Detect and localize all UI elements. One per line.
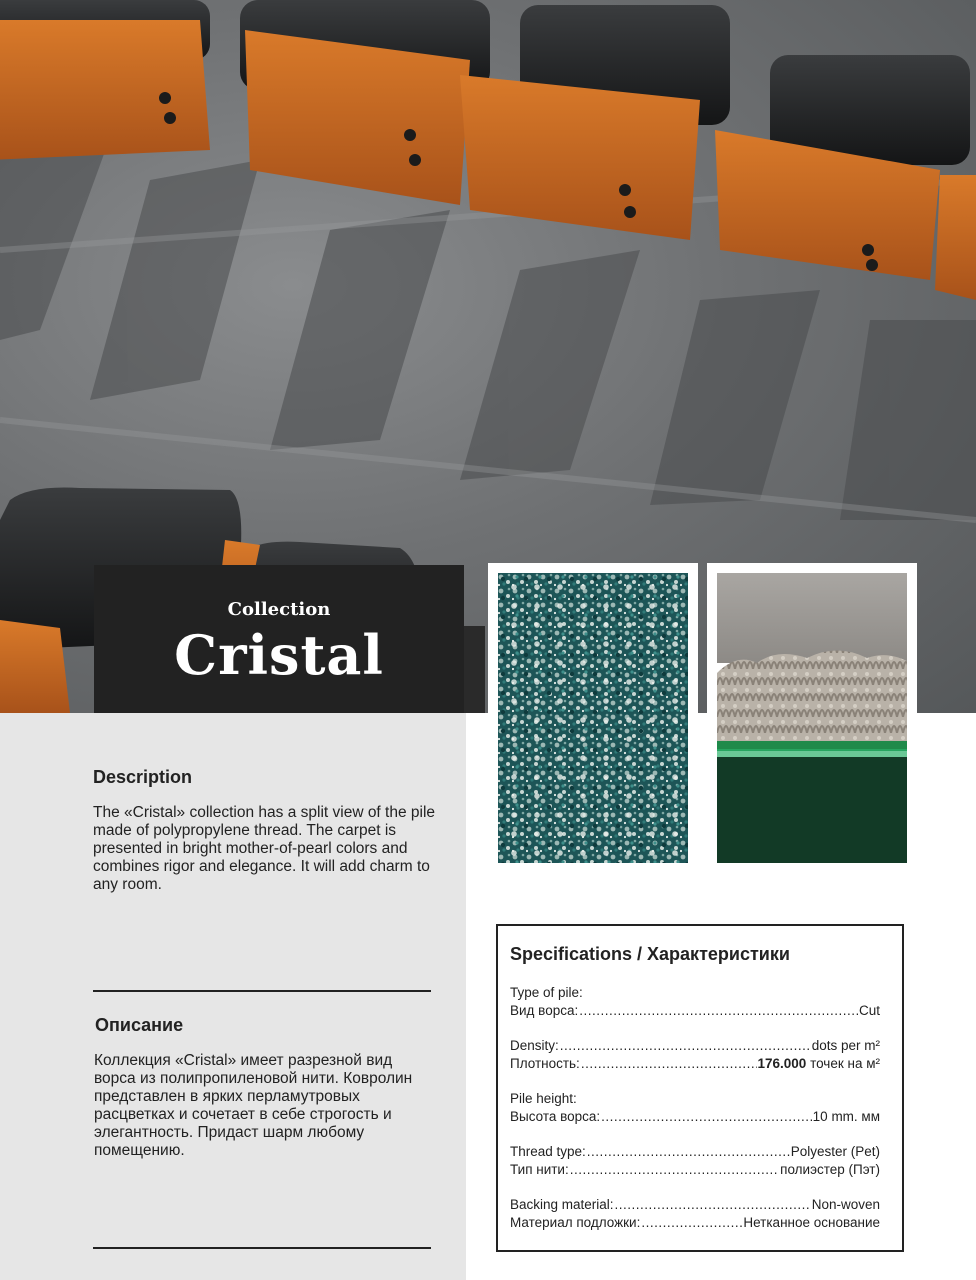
spec-value: Cut [858, 1003, 880, 1018]
spec-pile-height [510, 1090, 880, 1126]
spec-value: Non-woven [811, 1197, 880, 1212]
leader-dots [560, 1037, 811, 1055]
spec-backing [510, 1196, 880, 1232]
description-title: Description [93, 767, 193, 787]
spec-label: Материал подложки: [510, 1215, 641, 1230]
spec-thread [510, 1143, 880, 1179]
spec-label: Backing material: [510, 1197, 614, 1212]
collection-name: Cristal [174, 623, 384, 687]
leader-dots [579, 1002, 858, 1020]
description-text: The «Cristal» collection has a split view of the pile made of polypropylene thread. The carpet is presented in bright mother-of-pearl colors and combines rigor and elegance. It will add charm to any room. [93, 804, 436, 893]
specifications-box [496, 924, 904, 1252]
leader-dots [581, 1055, 757, 1073]
spec-value: полиэстер (Пэт) [780, 1162, 880, 1177]
spec-label: Плотность: [510, 1056, 580, 1071]
carpet-top-view-swatch-icon [498, 573, 688, 863]
description-ru-title: Описание [95, 1015, 184, 1035]
spec-pile-type [510, 984, 880, 1020]
leader-dots [570, 1161, 779, 1179]
spec-label: Type of pile: [510, 985, 583, 1000]
description-panel [0, 713, 466, 1280]
collection-title-box [94, 565, 464, 713]
leader-dots [587, 1143, 790, 1161]
divider [93, 990, 431, 992]
spec-label: Thread type: [510, 1144, 586, 1159]
spec-label: Высота ворса: [510, 1109, 601, 1124]
swatch-side-view [707, 563, 917, 873]
spec-label: Pile height: [510, 1091, 577, 1106]
collection-label: Collection [227, 599, 331, 620]
spec-label: Тип нити: [510, 1162, 569, 1177]
spec-value: Нетканное основание [743, 1215, 880, 1230]
leader-dots [615, 1196, 811, 1214]
spec-label: Вид ворса: [510, 1003, 579, 1018]
spec-value: dots per m² [811, 1038, 880, 1053]
carpet-side-view-swatch-icon [717, 573, 907, 863]
spec-density [510, 1037, 880, 1073]
spec-label: Density: [510, 1038, 559, 1053]
divider [93, 1247, 431, 1249]
spec-value: 10 mm. мм [812, 1109, 880, 1124]
spec-value: Polyester (Pet) [790, 1144, 880, 1159]
specifications-title: Specifications / Характеристики [510, 944, 790, 964]
leader-dots [601, 1108, 812, 1126]
spec-value: точек на м² [806, 1056, 880, 1071]
description-ru-text: Коллекция «Cristal» имеет разрезной вид ворса из полипропиленовой нити. Ковролин представлен в ярких перламутровых расцветках и сочетает в себе строгость и элегантность. Придаст шарм любому помещению. [94, 1052, 413, 1159]
leader-dots [641, 1214, 742, 1232]
swatch-top-view [488, 563, 698, 873]
spec-value-bold: 176.000 [757, 1056, 807, 1071]
